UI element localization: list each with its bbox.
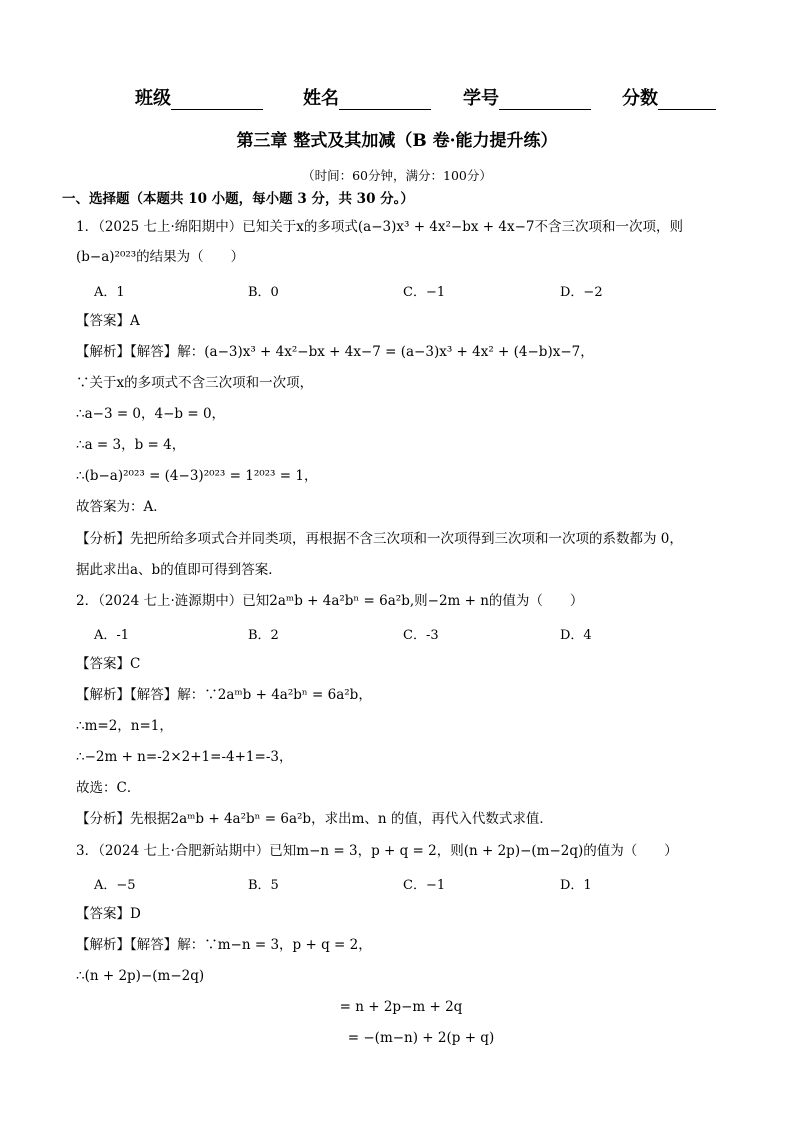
q1-solution-line3: ∴a−3 = 0，4−b = 0， [76,406,226,422]
q2-solution-line1: 【解析】【解答】解：∵2aᵐb + 4a²bⁿ = 6a²b， [76,687,372,703]
student-id-label: 学号 [463,88,499,109]
document-subtitle: （时间：60分钟，满分：100分） [302,168,492,183]
q2-solution-line2: ∴m=2，n=1， [76,718,173,734]
q3-solution-line2: ∴(n + 2p)−(m−2q) [76,968,205,984]
q1-solution-line5: ∴(b−a)²⁰²³ = (4−3)²⁰²³ = 1²⁰²³ = 1， [76,468,318,484]
q3-solution-line1: 【解析】【解答】解：∵m−n = 3，p + q = 2， [76,937,372,953]
q1-solution-line1: 【解析】【解答】解：(a−3)x³ + 4x²−bx + 4x−7 = (a−3)x³ + 4x² + (4−b)x−7， [76,344,594,360]
q1-solution-line4: ∴a = 3，b = 4， [76,437,186,453]
q1-option-d[interactable]: D．−2 [560,285,603,300]
q2-option-a[interactable]: A．-1 [94,628,130,643]
q1-solution-line6: 故答案为：A． [76,499,167,515]
q1-stem-line2: (b−a)²⁰²³的结果为（ ） [76,249,245,265]
q2-option-b[interactable]: B．2 [248,628,279,643]
q1-stem-line1: 1．（2025 七上·绵阳期中）已知关于x的多项式(a−3)x³ + 4x²−bx + 4x−7不含三次项和一次项，则 [76,219,683,235]
q3-option-c[interactable]: C．−1 [403,878,446,893]
q2-option-d[interactable]: D．4 [560,628,592,643]
section-heading: 一、选择题（本题共 10 小题，每小题 3 分，共 30 分。） [62,191,414,207]
q2-stem: 2．（2024 七上·涟源期中）已知2aᵐb + 4a²bⁿ = 6a²b,则−2m + n的值为（ ） [76,593,584,609]
class-field[interactable] [135,84,263,110]
name-label: 姓名 [303,88,339,109]
class-blank[interactable] [171,89,263,110]
name-field[interactable] [303,84,431,110]
q3-option-d[interactable]: D．1 [560,878,592,893]
document-title: 第三章 整式及其加减（B 卷·能力提升练） [236,131,558,151]
q2-option-c[interactable]: C．-3 [403,628,439,643]
q3-option-a[interactable]: A．−5 [94,878,136,893]
q1-analysis-line1: 【分析】先把所给多项式合并同类项，再根据不含三次项和一次项得到三次项和一次项的系数都为 0， [76,531,683,547]
score-label: 分数 [622,88,658,109]
name-blank[interactable] [339,89,431,110]
q1-solution-line2: ∵关于x的多项式不含三次项和一次项， [76,375,314,391]
q3-solution-line4: = −(m−n) + 2(p + q) [347,1030,495,1046]
q2-analysis: 【分析】先根据2aᵐb + 4a²bⁿ = 6a²b，求出m、n 的值，再代入代数式求值． [76,811,553,827]
q1-option-b[interactable]: B．0 [248,285,279,300]
q1-option-a[interactable]: A．1 [94,285,125,300]
q1-option-c[interactable]: C．−1 [403,285,446,300]
q3-answer: 【答案】D [76,906,141,922]
class-label: 班级 [135,88,171,109]
q1-analysis-line2: 据此求出a、b的值即可得到答案． [76,562,282,578]
q2-answer: 【答案】C [76,656,141,672]
score-blank[interactable] [658,89,716,110]
student-id-blank[interactable] [499,89,591,110]
student-id-field[interactable] [463,84,591,110]
q3-solution-line3: = n + 2p−m + 2q [339,999,463,1015]
q3-stem: 3．（2024 七上·合肥新站期中）已知m−n = 3，p + q = 2，则(n + 2p)−(m−2q)的值为（ ） [76,843,678,859]
q1-answer: 【答案】A [76,313,140,329]
q2-solution-line3: ∴−2m + n=-2×2+1=-4+1=-3， [76,749,293,765]
q3-option-b[interactable]: B．5 [248,878,279,893]
score-field[interactable] [622,84,716,110]
q2-solution-line4: 故选：C． [76,780,141,796]
